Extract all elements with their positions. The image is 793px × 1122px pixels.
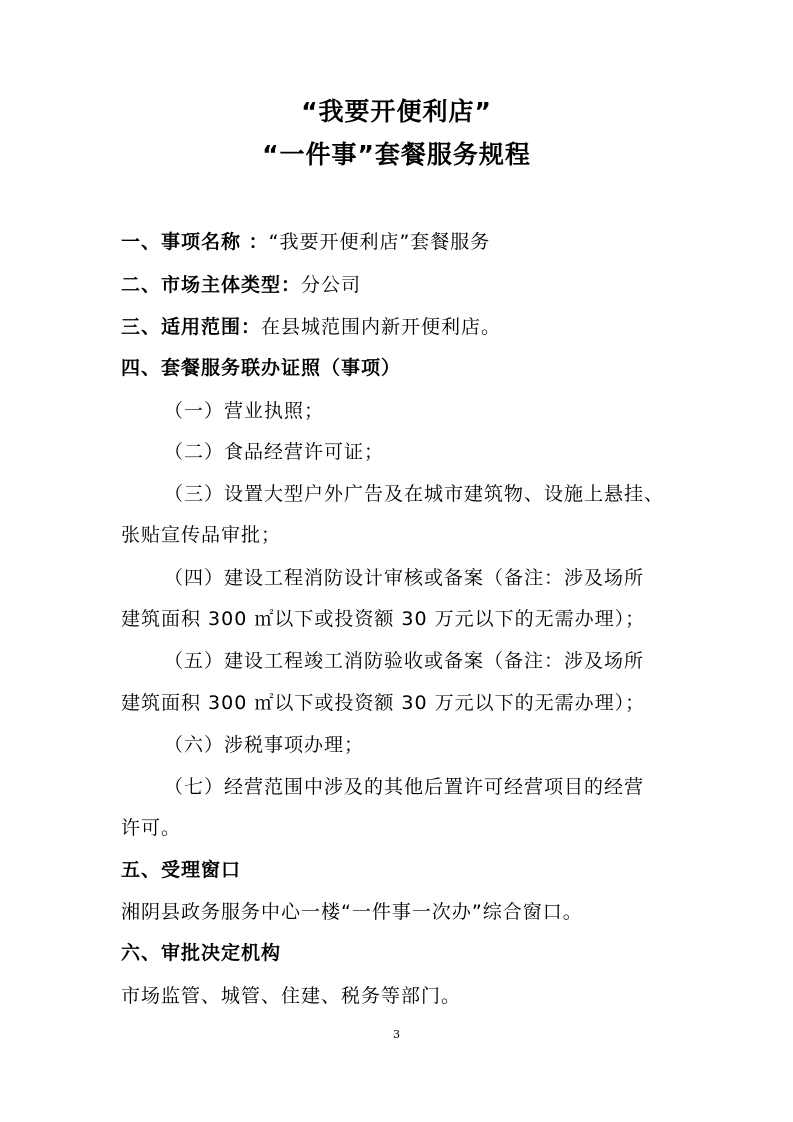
section-authority-heading: 六、审批决定机构 xyxy=(121,942,282,964)
section-text: 分公司 xyxy=(301,274,362,296)
license-item-7: （七）经营范围中涉及的其他后置许可经营项目的经营 xyxy=(164,776,645,798)
document-title-line1: “我要开便利店” xyxy=(301,97,492,126)
section-licenses-heading: 四、套餐服务联办证照（事项） xyxy=(121,357,402,379)
license-item-7-cont: 许可。 xyxy=(121,817,182,839)
section-text: “我要开便利店”套餐服务 xyxy=(268,231,491,253)
page-number: 3 xyxy=(393,1028,400,1041)
license-item-5-cont: 建筑面积 300 ㎡以下或投资额 30 万元以下的无需办理）； xyxy=(121,692,646,714)
document-title-line2: “一件事”套餐服务规程 xyxy=(262,140,531,169)
section-item-name xyxy=(121,228,681,256)
license-item-4-cont: 建筑面积 300 ㎡以下或投资额 30 万元以下的无需办理）； xyxy=(121,608,646,630)
license-item-1: （一）营业执照； xyxy=(164,400,325,422)
section-text: 在县城范围内新开便利店。 xyxy=(261,316,502,338)
license-item-3-cont: 张贴宣传品审批； xyxy=(121,524,282,546)
section-scope xyxy=(121,313,681,341)
license-item-3: （三）设置大型户外广告及在城市建筑物、设施上悬挂、 xyxy=(164,483,665,505)
section-authority-text: 市场监管、城管、住建、税务等部门。 xyxy=(121,985,462,1007)
section-heading: 二、市场主体类型： xyxy=(121,274,302,296)
license-item-4: （四）建设工程消防设计审核或备案（备注：涉及场所 xyxy=(164,567,645,589)
license-item-5: （五）建设工程竣工消防验收或备案（备注：涉及场所 xyxy=(164,650,645,672)
license-item-6: （六）涉税事项办理； xyxy=(164,734,365,756)
section-heading: 一、事项名称 ： xyxy=(121,231,269,253)
section-entity-type xyxy=(121,271,681,299)
section-heading: 三、适用范围： xyxy=(121,316,262,338)
section-window-heading: 五、受理窗口 xyxy=(121,859,242,881)
section-window-text: 湘阴县政务服务中心一楼“一件事一次办”综合窗口。 xyxy=(121,901,583,923)
license-item-2: （二）食品经营许可证； xyxy=(164,441,385,463)
